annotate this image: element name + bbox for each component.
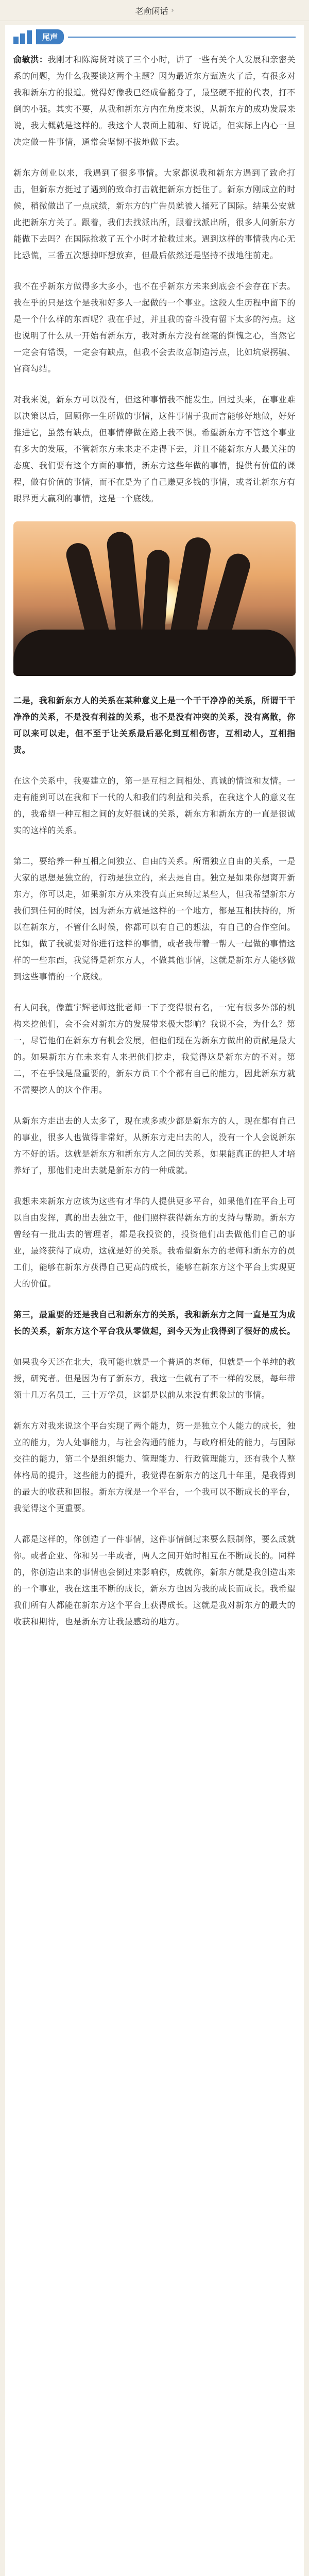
- bars-logo-icon: [13, 30, 32, 44]
- paragraph: [13, 278, 296, 377]
- section-divider: [68, 37, 296, 38]
- paragraph-text: 如果我今天还在北大，我可能也就是一个普通的老师，但就是一个单纯的教授，研究者。但是因为有了新东方，我这一生就有了不一样的发展，每年带领十几万名员工，三十万学员，这都是以前从来没有想象过的事情。: [13, 1357, 296, 1400]
- paragraph: [13, 1193, 296, 1292]
- speaker-name: 俞敏洪：: [13, 55, 48, 64]
- article-header: [0, 0, 309, 21]
- paragraph-text: 我想未来新东方应该为这些有才华的人提供更多平台，如果他们在平台上可以自由发挥，真的出去独立干，他们照样获得新东方的支持与帮助。新东方曾经有一批出去的管理者，都是我投资的，投资他们出去做他们自己的事业，最终获得了成功，这就是好的关系。我希望新东方的老师和新东方的员工们，能够在新东方获得自己更高的成长，能够在新东方这个平台上实现更大的价值。: [13, 1196, 296, 1289]
- paragraph-text: 第二，要给养一种互相之间独立、自由的关系。所谓独立自由的关系，一是大家的思想是独立的，行动是独立的，来去是自由。独立是如果你想离开新东方，你可以走，如果新东方从来没有真正束缚过某些人，但我希望新东方我们到任何的时候，因为新东方就是这样的一个地方，都是互相扶持的，所以在新东方，不管什么时候，你都可以有自己的想法，有自己的合作空间。比如，做了我就要对你进行这样的事情，或者我带着一帮人一起做的事情这样的一些东西，我觉得是新东方人，不做其他事情，这就是新东方人能够做到这些事情的一个底线。: [13, 856, 296, 981]
- raised-hand: [64, 540, 111, 641]
- chevron-right-icon[interactable]: ›: [171, 7, 174, 14]
- paragraph-text: 新东方对我来说这个平台实现了两个能力，第一是独立个人能力的成长，独立的能力，为人处事能力，与社会沟通的能力，与政府相处的能力，与国际交往的能力，第二个是组织能力、管理能力、行政管理能力，还有我个人整体格局的提升，这些能力的提升，我觉得在新东方的这几十年里，是我得到的最大的收获和回报。新东方就是一个平台，一个我可以不断成长的平台，我觉得这个更重要。: [13, 1421, 296, 1513]
- raised-hand: [106, 531, 143, 641]
- raised-hand: [142, 549, 170, 638]
- paragraph: [13, 692, 296, 758]
- paragraph-text: 在这个关系中，我要建立的，第一是互相之间相处、真诚的情谊和友情。一走有能到可以在我和下一代的人和我们的利益和关系，在我这个人的意义在的，我希望一种互相之间的友好很诚的关系，新东方和新东方的一直是很诚实的这样的关系。: [13, 776, 296, 835]
- paragraph: [13, 999, 296, 1098]
- paragraph: [13, 853, 296, 985]
- paragraph-text: 我刚才和陈海贤对谈了三个小时，讲了一些有关个人发展和亲密关系的问题，为什么我要谈这两个主题？因为最近东方甄选火了后，有很多对我和新东方的报道。觉得好像我已经成鲁豁身了，最坚硬不摧的代表，打不倒的小强。其实不要，从我和新东方内在角度来说，从新东方的成功发展来说，我大概就是这样的。我这个人表面上随和、好说话，但实际上内心一旦决定做一件事情，通常会坚韧不拔地做下去。: [13, 55, 296, 147]
- paragraph: [13, 773, 296, 839]
- paragraph-text: 二是，我和新东方人的关系在某种意义上是一个干干净净的关系，所谓干干净净的关系，不是没有利益的关系，也不是没有冲突的关系，没有离散，你可以来可以走，但不至于让关系最后恶化到互相伤害，互相动人，互相指责。: [13, 696, 296, 755]
- paragraph: [13, 1354, 296, 1403]
- crowd-silhouette: [13, 630, 296, 676]
- paragraph: [13, 1307, 296, 1340]
- paragraph-text: 人都是这样的，你创造了一件事情，这件事情倒过来要么限制你，要么成就你。或者企业、你和另一半或者，两人之间开始时相互在不断成长的。同样的，你创造出来的事情也会倒过来影响你，成就你，新东方就是我创造出来的一个事业，我在这里不断的成长，新东方也因为我的成长而成长。我希望我们所有人都能在新东方这个平台上获得成长。这就是我对新东方的最大的收获和期待，也是新东方让我最感动的地方。: [13, 1534, 296, 1626]
- paragraph: [13, 392, 296, 507]
- paragraph: [13, 1531, 296, 1630]
- paragraph-text: 新东方创业以来，我遇到了很多事情。大家都说我和新东方遇到了致命打击，但新东方挺过了遇到的致命打击就把新东方挺住了。新东方刚成立的时候，稍微做出了一点成绩，新东方的广告员就被人捅死了国际。结果公安就此把新东方关了。跟着，我们去找派出所，跟着找派出所，很多人问新东方能做下去吗？在国际抢救了五个小时才抢救过来。遇到这样的事情我内心无比恐慌，三番五次想掉吓想放弃，但最后依然还是坚持不拔地往前走。: [13, 168, 296, 260]
- paragraph-text: 我不在乎新东方做得多大多小，也不在乎新东方未来到底会不会存在下去。我在乎的只是这个是我和好多人一起做的一个事业。这段人生历程中留下的是一个什么样的东西呢？我在乎过，并且我的奋斗没有留下太多的污点。这也说明了什么从一开始有新东方，我对新东方没有丝毫的惭愧之心，当然它一定会有错误，一定会有缺点，但我不会去故意制造污点，比如坑蒙拐骗、官商勾结。: [13, 281, 296, 374]
- paragraph: [13, 52, 296, 150]
- article-body: [5, 25, 304, 2576]
- section-title: 尾声: [36, 29, 64, 44]
- paragraph: [13, 1113, 296, 1179]
- section-header: [13, 25, 296, 44]
- paragraph-text: 对我来说，新东方可以没有，但这种事情我不能发生。回过头来，在事业难以决策以后，回顾你一生所做的事情，这件事情于我而言能够好地做，好好推进它，虽然有缺点，但事情停做在路上我不惧。希望新东方不管这个事业有多大的发展，不管新东方未来走不走得下去，并且不能新东方人最关注的态度、我们要有这个方面的事情，新东方这些年做的事情，提供有价值的课程，做有价值的事情，而不在是为了自己赚更多钱的事情，或者让新东方有眼界更大赢利的事情，这是一个底线。: [13, 395, 296, 503]
- paragraph: [13, 165, 296, 264]
- paragraph-text: 有人问我，像董宇辉老师这批老师一下子变得很有名，一定有很多外部的机构来挖他们，会不会对新东方的发展带来极大影响？我说不会，为什么？第一，尽管他们在新东方有机会发展，但他们现在为新东方做出的贡献是最大的。如果新东方在未来有人来把他们挖走，我觉得这是新东方的不对。第二，不在乎钱是最重要的，新东方员工个个都有自己的能力，因此新东方就不需要挖人的这个作用。: [13, 1003, 296, 1095]
- account-title[interactable]: 老俞闲话: [135, 6, 168, 16]
- paragraph: [13, 1418, 296, 1517]
- paragraph-text: 第三，最重要的还是我自己和新东方的关系，我和新东方之间一直是互为成长的关系，新东方这个平台我从零做起，到今天为止我得到了很好的成长。: [13, 1310, 296, 1336]
- sunset-hands-photo: [13, 521, 296, 676]
- paragraph-text: 从新东方走出去的人太多了，现在或多或少都是新东方的人，现在都有自己的事业，很多人也做得非常好，从新东方走出去的人，没有一个人会说新东方不好的话。这就是新东方和新东方人之间的关系，如果能真正的把人才培养好了，那他们走出去就是新东方的一种成就。: [13, 1116, 296, 1175]
